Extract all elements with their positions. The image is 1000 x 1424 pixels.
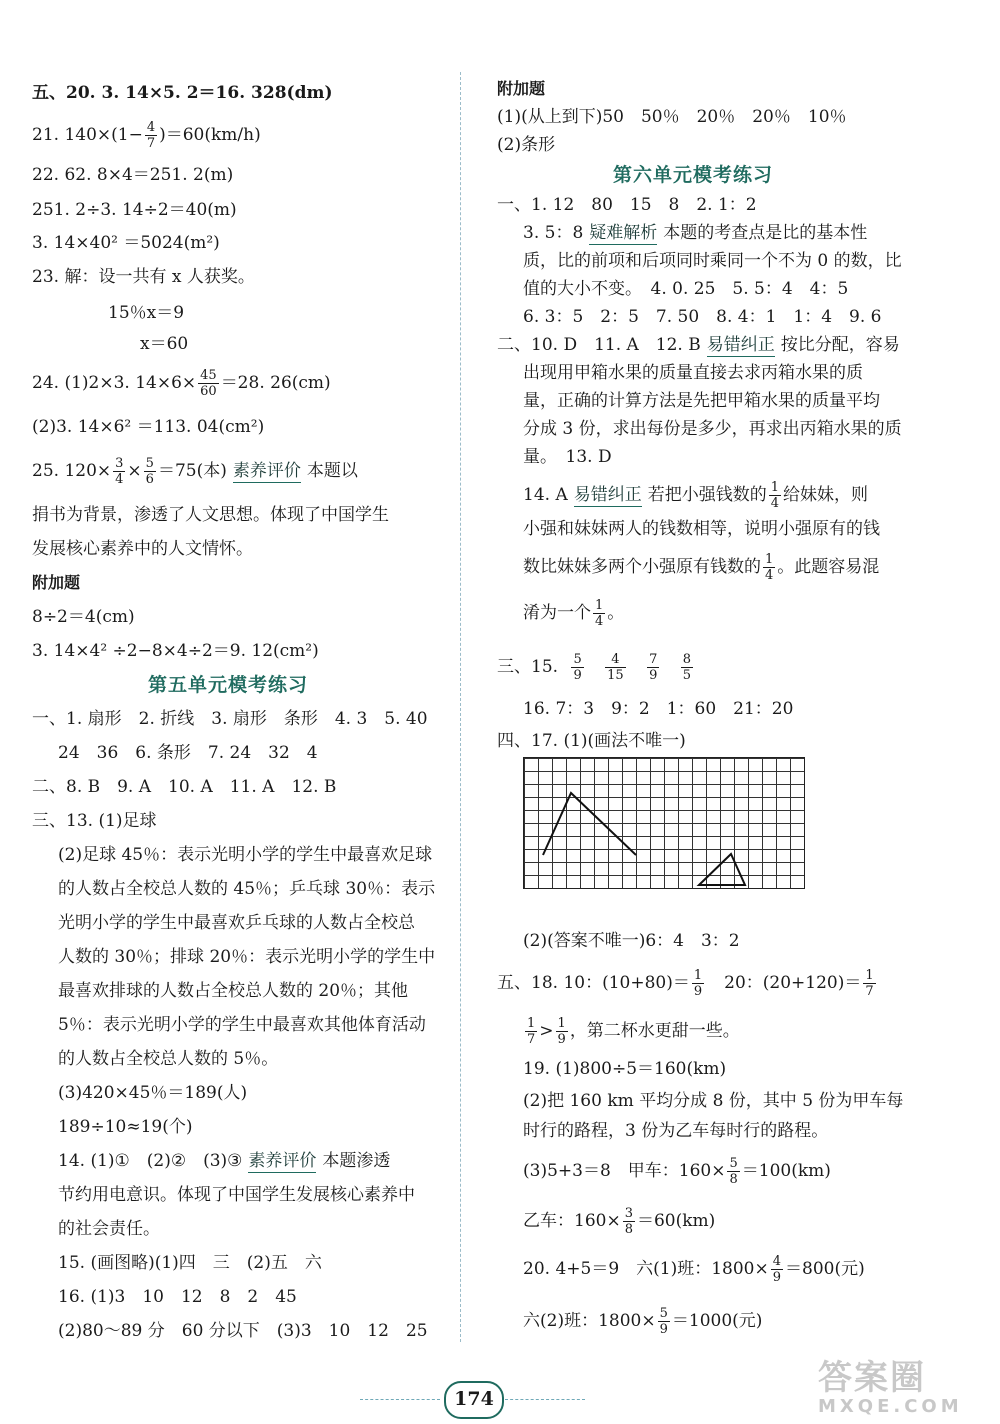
watermark-main: 答案圈 [818, 1358, 926, 1398]
r-line12: 量。 13. D [523, 447, 612, 467]
u5-line18: 16. (1)3 10 12 8 2 45 [58, 1287, 297, 1307]
footer-line-left [360, 1399, 440, 1400]
r-line9: 出现用甲箱水果的质量直接去求丙箱水果的质 [523, 363, 863, 383]
column-divider [460, 72, 461, 1342]
r-line29: 六(2)班：1800× $\frac{5}{9}$ ＝1000(元) [523, 1306, 763, 1337]
r-line11: 分成 3 份，求出每份是多少，再求出丙箱水果的质 [523, 419, 902, 439]
r-line21: 五、18. 10：(10+80)＝ $\frac{1}{9}$ 20：(20+120)＝ $\frac{1}{7}$ [497, 968, 874, 999]
answer-22-line2: 251. 2÷3. 14÷2＝40(m) [32, 200, 237, 220]
u5-line15: 节约用电意识。体现了中国学生发展核心素养中 [58, 1185, 415, 1205]
extra-heading: 附加题 [32, 573, 81, 592]
r-line18: 16. 7：3 9：2 1：60 21：20 [523, 699, 794, 719]
answer-22: 22. 62. 8×4＝251. 2(m) [32, 165, 234, 185]
u5-line14: 14. (1)① (2)② (3)③ 素养评价 本题渗透 [58, 1151, 391, 1171]
tag-difficult: 疑难解析 [589, 223, 658, 243]
r-line25: 时行的路程，3 份为乙车每时行的路程。 [523, 1121, 829, 1141]
extra-line1: 8÷2＝4(cm) [32, 607, 135, 627]
watermark [818, 1360, 998, 1422]
r-line23: 19. (1)800÷5＝160(km) [523, 1059, 727, 1079]
extra-line2: 3. 14×4² ÷2−8×4÷2＝9. 12(cm²) [32, 641, 319, 661]
answer-25-line3: 发展核心素养中的人文情怀。 [32, 539, 253, 559]
u5-line13: 189÷10≈19(个) [58, 1117, 193, 1137]
unit5-title: 第五单元模考练习 [148, 674, 309, 696]
u5-line16: 的社会责任。 [58, 1219, 160, 1239]
answer-25-line2: 捐书为背景，渗透了人文思想。体现了中国学生 [32, 505, 389, 525]
u5-line6: 的人数占全校总人数的 45％；乒乓球 30％：表示 [58, 879, 436, 899]
r-line20: (2)(答案不唯一)6：4 3：2 [523, 931, 740, 951]
r-line14: 小强和妹妹两人的钱数相等，说明小强原有的钱 [523, 519, 880, 539]
u5-line11: 的人数占全校总人数的 5％。 [58, 1049, 279, 1069]
answer-20: 五、20. 3. 14×5. 2＝16. 328(dm) [32, 83, 333, 103]
u5-line5: (2)足球 45％：表示光明小学的学生中最喜欢足球 [58, 845, 433, 865]
answer-25: 25. 120× $\frac{3}{4}$ × $\frac{5}{6}$ ＝75(本) 素养评价 本题以 [32, 456, 358, 487]
u5-line9: 最喜欢排球的人数占全校总人数的 20％；其他 [58, 981, 409, 1001]
r-line26: (3)5+3＝8 甲车：160× $\frac{5}{8}$ ＝100(km) [523, 1156, 831, 1187]
answer-23: 23. 解：设一共有 x 人获奖。 [32, 267, 255, 287]
r-line19: 四、17. (1)(画法不唯一) [497, 731, 686, 751]
right-extra-heading: 附加题 [497, 79, 546, 98]
answer-grid [523, 757, 805, 889]
tag-literacy: 素养评价 [232, 461, 301, 481]
r-line1: (1)(从上到下)50 50％ 20％ 20％ 10％ [497, 107, 847, 127]
u5-line4: 三、13. (1)足球 [32, 811, 157, 831]
answer-24: 24. (1)2×3. 14×6× $\frac{45}{60}$ ＝28. 26(cm) [32, 368, 331, 399]
grid-shapes [524, 758, 804, 888]
answer-23-eq2: x＝60 [140, 334, 189, 354]
answer-21: 21. 140×(1− $\frac{4}{7}$ )＝60(km/h) [32, 120, 261, 151]
u5-line2: 24 36 6. 条形 7. 24 32 4 [58, 743, 318, 763]
u5-line12: (3)420×45％＝189(人) [58, 1083, 248, 1103]
r-line15: 数比妹妹多两个小强原有钱数的 $\frac{1}{4}$ 。此题容易混 [523, 552, 880, 583]
u5-line19: (2)80～89 分 60 分以下 (3)3 10 12 25 [58, 1321, 428, 1341]
tag-error: 易错纠正 [706, 335, 775, 355]
large-triangle-outline [543, 793, 636, 855]
footer-line-right [505, 1399, 585, 1400]
r-line13: 14. A 易错纠正 若把小强钱数的 $\frac{1}{4}$ 给妹妹，则 [523, 480, 868, 511]
r-line8: 二、10. D 11. A 12. B 易错纠正 按比分配，容易 [497, 335, 900, 355]
r-line2: (2)条形 [497, 135, 556, 155]
r-line10: 量，正确的计算方法是先把甲箱水果的质量平均 [523, 391, 880, 411]
r-line24: (2)把 160 km 平均分成 8 份，其中 5 份为甲车每 [523, 1091, 904, 1111]
r-line16: 淆为一个 $\frac{1}{4}$ 。 [523, 598, 625, 629]
r-line27: 乙车：160× $\frac{3}{8}$ ＝60(km) [523, 1206, 716, 1237]
u5-line10: 5％：表示光明小学的学生中最喜欢其他体育活动 [58, 1015, 426, 1035]
answer-24-part2: (2)3. 14×6² ＝113. 04(cm²) [32, 417, 265, 437]
watermark-url: MXQE.COM [818, 1396, 963, 1417]
tag-literacy-2: 素养评价 [248, 1151, 317, 1171]
u5-line8: 人数的 30％；排球 20％：表示光明小学的学生中 [58, 947, 436, 967]
u5-line7: 光明小学的学生中最喜欢乒乓球的人数占全校总 [58, 913, 415, 933]
r-line4: 3. 5：8 疑难解析 本题的考查点是比的基本性 [523, 223, 868, 243]
u5-line3: 二、8. B 9. A 10. A 11. A 12. B [32, 777, 337, 797]
u5-line1: 一、1. 扇形 2. 折线 3. 扇形 条形 4. 3 5. 40 [32, 709, 428, 729]
r-line6: 值的大小不变。 4. 0. 25 5. 5：4 4：5 [523, 279, 849, 299]
answer-22-line3: 3. 14×40² ＝5024(m²) [32, 233, 220, 253]
r-line28: 20. 4+5＝9 六(1)班：1800× $\frac{4}{9}$ ＝800(元) [523, 1254, 865, 1285]
r-line7: 6. 3：5 2：5 7. 50 8. 4：1 1：4 9. 6 [523, 307, 882, 327]
r-line22: $\frac{1}{7}$ > $\frac{1}{9}$ ，第二杯水更甜一些。 [527, 1016, 740, 1047]
r-line3: 一、1. 12 80 15 8 2. 1：2 [497, 195, 757, 215]
r-line17: 三、15. $\frac{5}{9}$ $\frac{4}{15}$ $\frac{7}{9}$ $\frac{8}{5}$ [497, 652, 692, 683]
page-number: 174 [444, 1381, 504, 1419]
tag-error-2: 易错纠正 [573, 485, 642, 505]
small-triangle [699, 854, 745, 885]
unit6-title: 第六单元模考练习 [613, 164, 774, 186]
u5-line17: 15. (画图略)(1)四 三 (2)五 六 [58, 1253, 322, 1273]
r-line5: 质，比的前项和后项同时乘同一个不为 0 的数，比 [523, 251, 902, 271]
answer-23-eq1: 15％x＝9 [108, 303, 185, 323]
